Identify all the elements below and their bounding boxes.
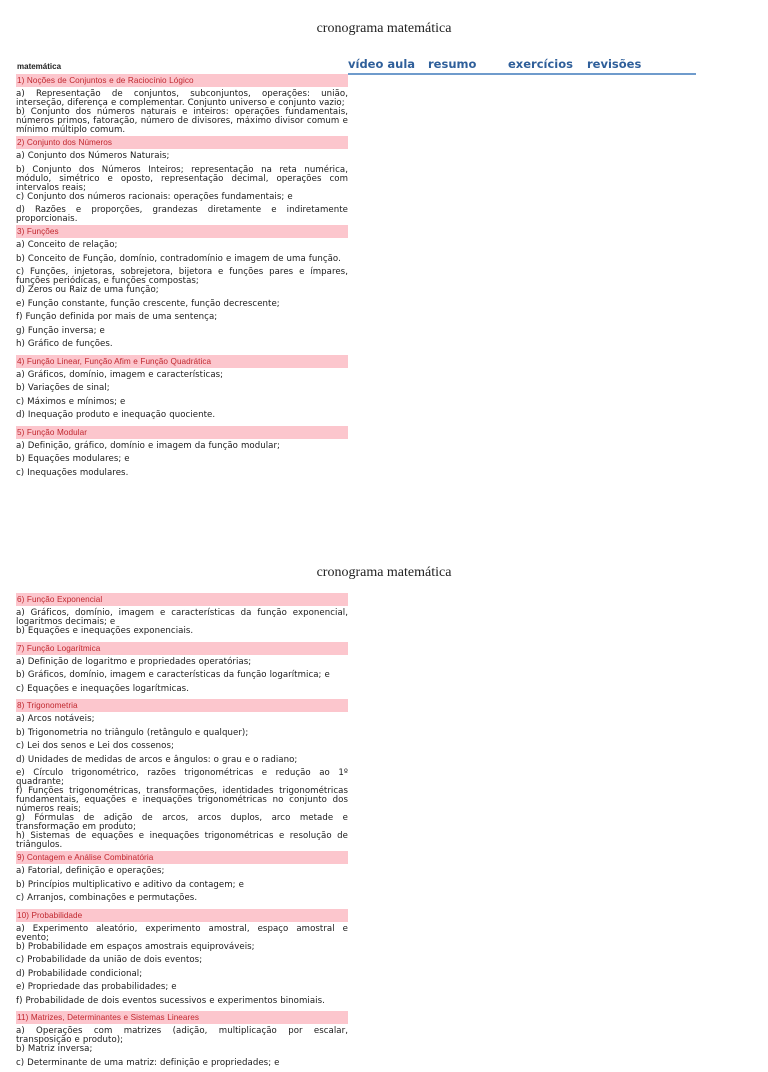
topic-item: b) Matriz inversa;: [16, 1045, 348, 1059]
topic-item: d) Probabilidade condicional;: [16, 970, 348, 984]
topic-item: b) Conjunto dos Números Inteiros; representação na reta numérica, módulo, simétrico e oposto, representação decimal, operações com intervalos reais;: [16, 166, 348, 193]
topic-item: a) Experimento aleatório, experimento amostral, espaço amostral e evento;: [16, 925, 348, 943]
topic-item: b) Equações modulares; e: [16, 455, 348, 469]
topic-item: f) Probabilidade de dois eventos sucessivos e experimentos binomiais.: [16, 997, 348, 1011]
topic-item: f) Função definida por mais de uma sentença;: [16, 313, 348, 327]
column-header-video-aula: vídeo aula: [348, 57, 415, 71]
topic-item: c) Máximos e mínimos; e: [16, 398, 348, 412]
topic-item: c) Probabilidade da união de dois eventos;: [16, 956, 348, 970]
topic-item: g) Fórmulas de adição de arcos, arcos duplos, arco metade e transformação em produto;: [16, 814, 348, 832]
topic-item: b) Probabilidade em espaços amostrais equiprováveis;: [16, 943, 348, 957]
section-heading: 3) Funções: [16, 225, 348, 238]
topic-item: c) Conjunto dos números racionais: operações fundamentais; e: [16, 193, 348, 207]
topic-item: a) Operações com matrizes (adição, multiplicação por escalar, transposição e produto);: [16, 1027, 348, 1045]
topic-item: a) Definição, gráfico, domínio e imagem da função modular;: [16, 442, 348, 456]
topic-item: d) Inequação produto e inequação quociente.: [16, 411, 348, 425]
section-heading: 9) Contagem e Análise Combinatória: [16, 851, 348, 864]
topic-item: d) Zeros ou Raiz de uma função;: [16, 286, 348, 300]
topic-item: a) Definição de logaritmo e propriedades operatórias;: [16, 658, 348, 672]
section-heading: 5) Função Modular: [16, 426, 348, 439]
topic-item: b) Conjunto dos números naturais e inteiros: operações fundamentais, números primos, fatoração, número de divisores, máximo divisor comum e mínimo múltiplo comum.: [16, 108, 348, 135]
page-title-2: cronograma matemática: [0, 565, 768, 581]
topic-item: a) Conceito de relação;: [16, 241, 348, 255]
topic-item: b) Trigonometria no triângulo (retângulo e qualquer);: [16, 729, 348, 743]
topic-item: h) Gráfico de funções.: [16, 340, 348, 354]
column-headers: [348, 56, 696, 75]
page-title: cronograma matemática: [0, 21, 768, 37]
section-heading: 6) Função Exponencial: [16, 593, 348, 606]
topic-item: e) Círculo trigonométrico, razões trigonométricas e redução ao 1º quadrante;: [16, 769, 348, 787]
section-heading: 2) Conjunto dos Números: [16, 136, 348, 149]
topic-item: a) Representação de conjuntos, subconjuntos, operações: união, interseção, diferença e complementar. Conjunto universo e conjunto vazio;: [16, 90, 348, 108]
topic-item: c) Determinante de uma matriz: definição e propriedades; e: [16, 1059, 348, 1072]
topic-item: b) Variações de sinal;: [16, 384, 348, 398]
section-heading: 7) Função Logarítmica: [16, 642, 348, 655]
topic-item: a) Gráficos, domínio, imagem e características da função exponencial, logaritmos decimais; e: [16, 609, 348, 627]
column-header-resumo: resumo: [428, 57, 476, 71]
topic-item: a) Fatorial, definição e operações;: [16, 867, 348, 881]
topic-item: h) Sistemas de equações e inequações trigonométricas e resolução de triângulos.: [16, 832, 348, 850]
column-header-revisoes: revisões: [587, 57, 641, 71]
topic-item: e) Propriedade das probabilidades; e: [16, 983, 348, 997]
section-heading: 11) Matrizes, Determinantes e Sistemas Lineares: [16, 1011, 348, 1024]
topic-item: b) Equações e inequações exponenciais.: [16, 627, 348, 641]
topic-list-page-2: [16, 592, 348, 1072]
topic-item: b) Princípios multiplicativo e aditivo da contagem; e: [16, 881, 348, 895]
topic-item: e) Função constante, função crescente, função decrescente;: [16, 300, 348, 314]
topic-item: c) Funções, injetoras, sobrejetora, bijetora e funções pares e ímpares, funções periódicas, e funções compostas;: [16, 268, 348, 286]
topic-item: c) Inequações modulares.: [16, 469, 348, 483]
topic-item: f) Funções trigonométricas, transformações, identidades trigonométricas fundamentais, equações e inequações trigonométricas no conjunto dos números reais;: [16, 787, 348, 814]
topic-item: d) Razões e proporções, grandezas diretamente e indiretamente proporcionais.: [16, 206, 348, 224]
topic-item: c) Arranjos, combinações e permutações.: [16, 894, 348, 908]
topic-item: d) Unidades de medidas de arcos e ângulos: o grau e o radiano;: [16, 756, 348, 770]
topic-item: g) Função inversa; e: [16, 327, 348, 341]
section-heading: 1) Noções de Conjuntos e de Raciocínio Lógico: [16, 74, 348, 87]
subject-label: matemática: [17, 62, 61, 71]
topic-item: c) Lei dos senos e Lei dos cossenos;: [16, 742, 348, 756]
topic-list-page-1: [16, 73, 348, 482]
column-header-exercicios: exercícios: [508, 57, 573, 71]
section-heading: 8) Trigonometria: [16, 699, 348, 712]
section-heading: 4) Função Linear, Função Afim e Função Quadrática: [16, 355, 348, 368]
section-heading: 10) Probabilidade: [16, 909, 348, 922]
topic-item: a) Gráficos, domínio, imagem e características;: [16, 371, 348, 385]
topic-item: a) Arcos notáveis;: [16, 715, 348, 729]
topic-item: a) Conjunto dos Números Naturais;: [16, 152, 348, 166]
topic-item: c) Equações e inequações logarítmicas.: [16, 685, 348, 699]
topic-item: b) Conceito de Função, domínio, contradomínio e imagem de uma função.: [16, 255, 348, 269]
topic-item: b) Gráficos, domínio, imagem e características da função logarítmica; e: [16, 671, 348, 685]
